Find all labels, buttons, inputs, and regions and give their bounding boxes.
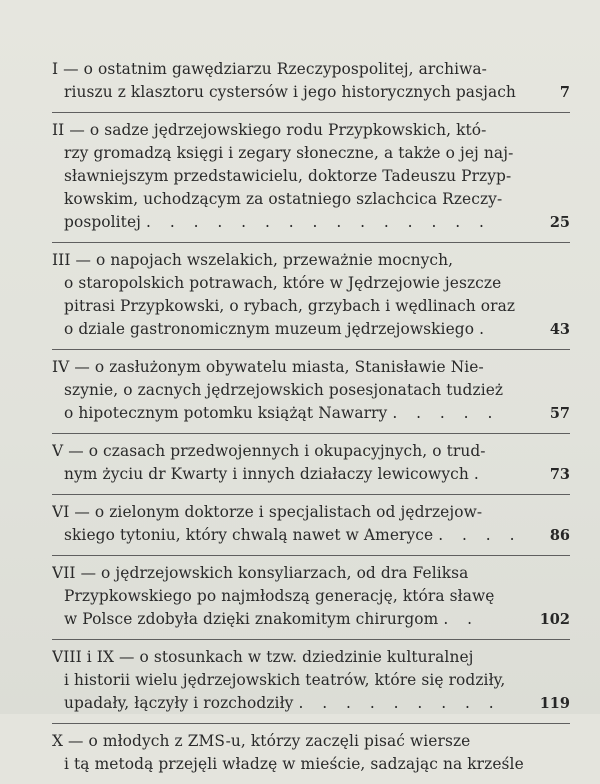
toc-entry-7 (52, 556, 570, 640)
toc-entry-6 (52, 495, 570, 556)
table-of-contents (52, 52, 570, 784)
toc-line: nym życiu dr Kwarty i innych działaczy lewicowych (64, 465, 469, 483)
toc-line: o staropolskich potrawach, które w Jędrzejowie jeszcze (64, 274, 502, 292)
toc-line: o hipotecznym potomku książąt Nawarry (64, 404, 388, 422)
toc-line: kowskim, uchodzącym za ostatniego szlachcica Rzeczy- (64, 190, 503, 208)
toc-line: i historii wielu jędrzejowskich teatrów, które się rodziły, (64, 671, 506, 689)
toc-entry-8 (52, 640, 570, 724)
dot-leaders: . . . . . (392, 404, 500, 422)
toc-line: VII — o jędrzejowskich konsyliarzach, od dra Feliksa (52, 564, 469, 582)
toc-line: rzy gromadzą księgi i zegary słoneczne, a także o jej naj- (64, 144, 514, 162)
toc-line: II — o sadze jędrzejowskiego rodu Przypkowskich, któ- (52, 121, 487, 139)
page-number: 7 (559, 84, 570, 101)
toc-line: pitrasi Przypkowski, o rybach, grzybach i wędlinach oraz (64, 297, 516, 315)
toc-line: I — o ostatnim gawędziarzu Rzeczypospolitej, archiwa- (52, 60, 487, 78)
toc-line: X — o młodych z ZMS-u, którzy zaczęli pisać wiersze (52, 732, 471, 750)
toc-entry-5 (52, 434, 570, 495)
dot-leaders: . (479, 320, 492, 338)
toc-line: VIII i IX — o stosunkach w tzw. dziedzinie kulturalnej (52, 648, 474, 666)
toc-line: i tą metodą przejęli władzę w mieście, sadzając na krześle (64, 755, 524, 773)
dot-leaders: . . . . (438, 526, 522, 544)
toc-entry-1 (52, 52, 570, 113)
toc-entry-2 (52, 113, 570, 243)
toc-line: III — o napojach wszelakich, przeważnie mocnych, (52, 251, 454, 269)
dot-leaders: . . . . . . . . . . . . . . . (146, 213, 491, 231)
page-number: 119 (539, 695, 570, 712)
page-number: 102 (539, 611, 570, 628)
page-number: 43 (549, 321, 570, 338)
toc-line: Przypkowskiego po najmłodszą generację, która sławę (64, 587, 495, 605)
toc-line: szynie, o zacnych jędrzejowskich posesjonatach tudzież (64, 381, 504, 399)
toc-line: sławniejszym przedstawicielu, doktorze Tadeuszu Przyp- (64, 167, 512, 185)
page-number: 57 (549, 405, 570, 422)
toc-line: skiego tytoniu, który chwalą nawet w Ameryce (64, 526, 434, 544)
toc-line: riuszu z klasztoru cystersów i jego historycznych pasjach (64, 83, 516, 101)
toc-line: pospolitej (64, 213, 142, 231)
toc-entry-4 (52, 350, 570, 434)
page-number: 86 (549, 527, 570, 544)
toc-line: IV — o zasłużonym obywatelu miasta, Stanisławie Nie- (52, 358, 484, 376)
toc-entry-9 (52, 724, 570, 784)
toc-line: w Polsce zdobyła dzięki znakomitym chirurgom (64, 610, 439, 628)
toc-line: o dziale gastronomicznym muzeum jędrzejowskiego (64, 320, 475, 338)
toc-line: upadały, łączyły i rozchodziły (64, 694, 294, 712)
dot-leaders: . . (443, 610, 480, 628)
toc-entry-3 (52, 243, 570, 350)
page-number: 25 (549, 214, 570, 231)
dot-leaders: . . . . . . . . . (298, 694, 501, 712)
toc-line: V — o czasach przedwojennych i okupacyjnych, o trud- (52, 442, 486, 460)
dot-leaders: . (473, 465, 486, 483)
toc-line: VI — o zielonym doktorze i specjalistach od jędrzejow- (52, 503, 483, 521)
page-number: 73 (549, 466, 570, 483)
